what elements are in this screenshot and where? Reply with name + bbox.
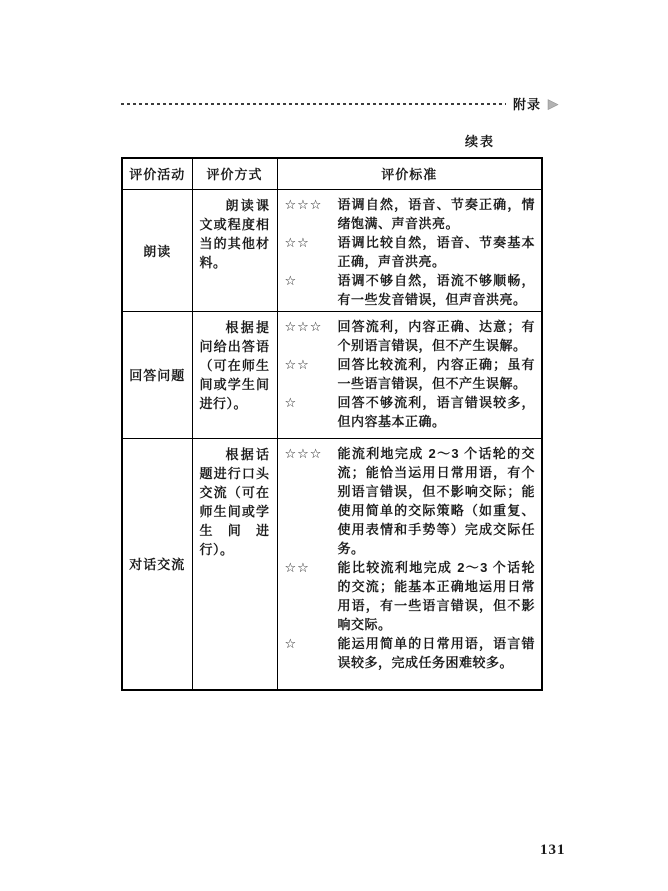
activity-cell: 朗读 xyxy=(122,189,192,311)
star-rating-icon: ☆☆☆ xyxy=(284,318,323,334)
star-rating-icon: ☆ xyxy=(284,394,298,410)
activity-cell: 对话交流 xyxy=(122,438,192,690)
star-rating-icon: ☆☆ xyxy=(284,356,310,372)
criterion-text: 语调比较自然，语音、节奏基本正确，声音洪亮。 xyxy=(337,234,535,269)
activity-cell: 回答问题 xyxy=(122,311,192,438)
col-header-method: 评价方式 xyxy=(192,158,277,189)
criterion-item xyxy=(285,317,536,355)
criteria-cell xyxy=(277,438,542,690)
table-row-answering xyxy=(122,311,542,438)
criterion-item xyxy=(285,233,536,271)
criterion-text: 能比较流利地完成 2～3 个话轮的交流；能基本正确地运用日常用语，有一些语言错误，但不影响交际。 xyxy=(337,559,535,632)
criterion-item xyxy=(285,355,536,393)
arrow-right-icon: ▶ xyxy=(548,96,558,111)
criteria-cell xyxy=(277,311,542,438)
star-rating-icon: ☆☆☆ xyxy=(284,445,323,461)
criterion-text: 回答不够流利，语言错误较多，但内容基本正确。 xyxy=(337,394,535,429)
criterion-text: 回答流利，内容正确、达意；有个别语言错误，但不产生误解。 xyxy=(337,318,535,353)
criterion-item xyxy=(285,634,536,672)
star-rating-icon: ☆☆ xyxy=(284,559,310,575)
table-row-dialogue xyxy=(122,438,542,690)
criterion-item xyxy=(285,558,536,634)
star-rating-icon: ☆ xyxy=(284,272,298,288)
table-continued-label: 续表 xyxy=(464,134,495,149)
page-header xyxy=(121,94,558,113)
col-header-activity: 评价活动 xyxy=(122,158,192,189)
table-header-row xyxy=(122,158,542,189)
criterion-item xyxy=(285,271,536,309)
star-rating-icon: ☆ xyxy=(284,635,298,651)
header-dotted-rule xyxy=(121,103,506,105)
criterion-text: 能运用简单的日常用语，语言错误较多，完成任务困难较多。 xyxy=(337,635,535,670)
star-rating-icon: ☆☆ xyxy=(284,234,310,250)
method-cell xyxy=(192,189,277,311)
criterion-text: 回答比较流利，内容正确；虽有一些语言错误，但不产生误解。 xyxy=(337,356,535,391)
page-number: 131 xyxy=(540,842,566,858)
criterion-text: 语调不够自然，语流不够顺畅，有一些发音错误，但声音洪亮。 xyxy=(337,272,535,307)
method-text: 根据提问给出答语（可在师生间或学生间进行）。 xyxy=(199,319,270,411)
method-text: 朗读课文或程度相当的其他材料。 xyxy=(199,197,270,270)
header-section-label: 附录 xyxy=(512,97,541,112)
criterion-text: 能流利地完成 2～3 个话轮的交流；能恰当运用日常用语，有个别语言错误，但不影响交际；能使用简单的交际策略（如重复、使用表情和手势等）完成交际任务。 xyxy=(337,445,535,556)
method-text: 根据话题进行口头交流（可在师生间或学生间进行）。 xyxy=(199,446,270,557)
criterion-text: 语调自然，语音、节奏正确，情绪饱满、声音洪亮。 xyxy=(337,196,535,231)
method-cell xyxy=(192,311,277,438)
table-row-reading xyxy=(122,189,542,311)
criteria-cell xyxy=(277,189,542,311)
col-header-criteria: 评价标准 xyxy=(277,158,542,189)
evaluation-table xyxy=(121,157,543,691)
criterion-item xyxy=(285,195,536,233)
criterion-item xyxy=(285,444,536,558)
star-rating-icon: ☆☆☆ xyxy=(284,196,323,212)
method-cell xyxy=(192,438,277,690)
criterion-item xyxy=(285,393,536,431)
